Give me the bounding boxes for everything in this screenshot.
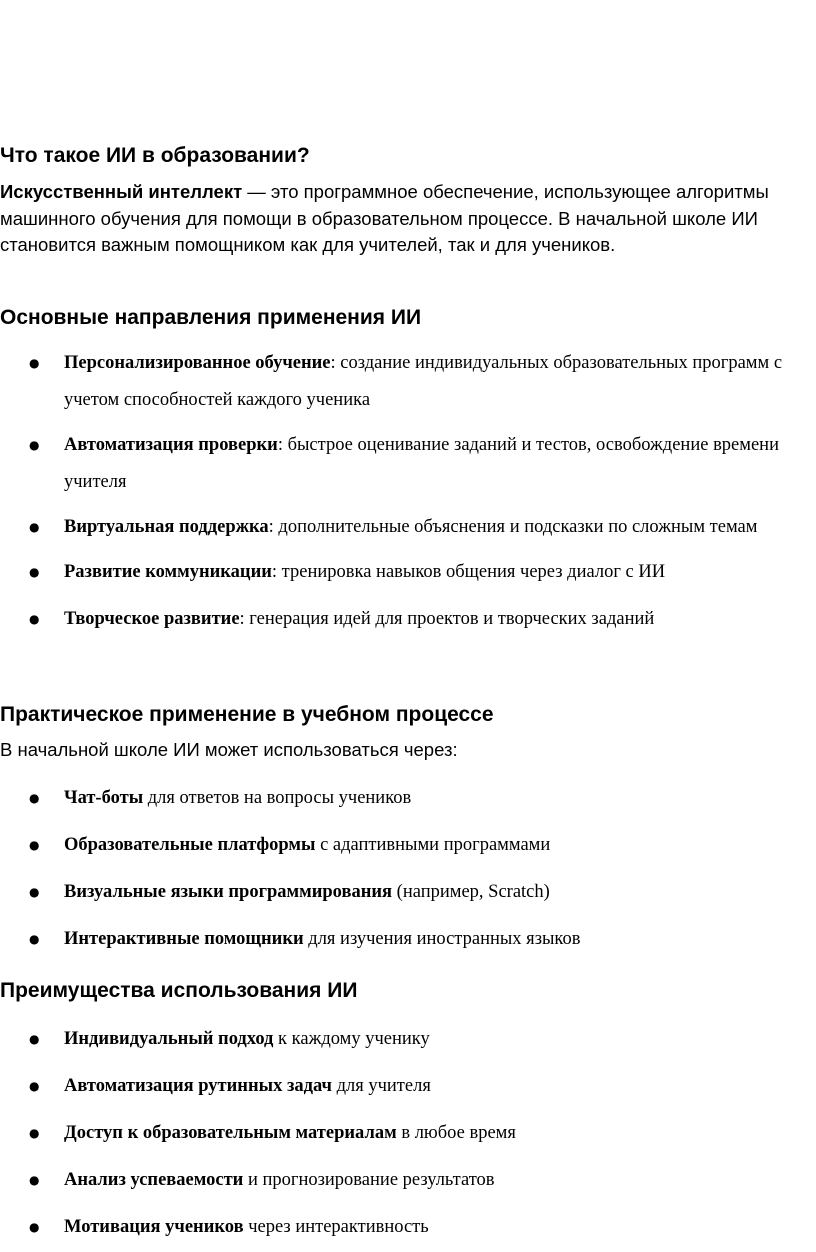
item-text: : дополнительные объяснения и подсказки по сложным темам xyxy=(268,517,758,537)
item-bold: Персонализированное обучение xyxy=(64,353,331,373)
list-item xyxy=(0,509,816,546)
bullet-icon: ● xyxy=(29,1032,40,1046)
item-text: и прогнозирование результатов xyxy=(243,1170,495,1190)
list-item xyxy=(0,601,816,638)
bullet-icon: ● xyxy=(29,791,40,805)
item-text: : генерация идей для проектов и творческих заданий xyxy=(239,609,655,629)
bullet-icon: ● xyxy=(29,612,40,626)
bullet-icon: ● xyxy=(29,1079,40,1093)
intro-bold-term: Искусственный интеллект xyxy=(0,181,243,202)
practical-intro: В начальной школе ИИ может использоваться через: xyxy=(0,739,458,760)
item-text: к каждому ученику xyxy=(273,1029,430,1049)
bullet-icon: ● xyxy=(29,838,40,852)
bullet-icon: ● xyxy=(29,565,40,579)
item-bold: Анализ успеваемости xyxy=(64,1170,244,1190)
bullet-icon: ● xyxy=(29,932,40,946)
item-text: : тренировка навыков общения через диалог с ИИ xyxy=(271,562,666,582)
practical-list xyxy=(0,780,816,958)
list-item xyxy=(0,780,816,817)
item-bold: Автоматизация проверки xyxy=(64,435,278,455)
item-bold: Образовательные платформы xyxy=(64,835,316,855)
item-bold: Интерактивные помощники xyxy=(64,929,304,949)
list-item xyxy=(0,1209,816,1246)
item-bold: Чат-боты xyxy=(64,788,144,808)
list-item xyxy=(0,827,816,864)
item-bold: Доступ к образовательным материалам xyxy=(64,1123,397,1143)
intro-text: — это программное обеспечение, использующее алгоритмы машинного обучения для помощи в образовательном процессе. В начальной школе ИИ становится важным помощником как для учителей, так и для учеников. xyxy=(0,181,769,255)
bullet-icon: ● xyxy=(29,885,40,899)
item-bold: Виртуальная поддержка xyxy=(64,517,269,537)
bullet-icon: ● xyxy=(29,356,40,370)
item-text: для учителя xyxy=(331,1076,431,1096)
item-text: через интерактивность xyxy=(243,1217,429,1237)
heading-practical-use: Практическое применение в учебном процессе xyxy=(0,703,494,726)
advantages-list xyxy=(0,1021,816,1246)
item-bold: Индивидуальный подход xyxy=(64,1029,274,1049)
intro-paragraph xyxy=(0,179,816,259)
bullet-icon: ● xyxy=(29,1173,40,1187)
item-text: в любое время xyxy=(396,1123,516,1143)
item-text: : создание индивидуальных образовательных программ с учетом способностей каждого ученика xyxy=(64,353,783,410)
list-item xyxy=(0,1021,816,1058)
list-item xyxy=(0,345,816,419)
list-item xyxy=(0,427,816,501)
item-text: для изучения иностранных языков xyxy=(303,929,581,949)
bullet-icon: ● xyxy=(29,520,40,534)
directions-list xyxy=(0,345,816,638)
item-bold: Развитие коммуникации xyxy=(64,562,272,582)
list-item xyxy=(0,1115,816,1152)
item-bold: Визуальные языки программирования xyxy=(64,882,393,902)
bullet-icon: ● xyxy=(29,1220,40,1234)
list-item xyxy=(0,1162,816,1199)
list-item xyxy=(0,921,816,958)
item-bold: Творческое развитие xyxy=(64,609,240,629)
bullet-icon: ● xyxy=(29,1126,40,1140)
item-text: для ответов на вопросы учеников xyxy=(143,788,412,808)
item-text: с адаптивными программами xyxy=(315,835,551,855)
list-item xyxy=(0,874,816,911)
heading-main-directions: Основные направления применения ИИ xyxy=(0,306,422,329)
heading-what-is-ai: Что такое ИИ в образовании? xyxy=(0,144,310,167)
item-text: (например, Scratch) xyxy=(392,882,550,902)
item-text: : быстрое оценивание заданий и тестов, освобождение времени учителя xyxy=(64,435,779,492)
heading-advantages: Преимущества использования ИИ xyxy=(0,979,358,1002)
item-bold: Мотивация учеников xyxy=(64,1217,244,1237)
bullet-icon: ● xyxy=(29,438,40,452)
list-item xyxy=(0,1068,816,1105)
item-bold: Автоматизация рутинных задач xyxy=(64,1076,332,1096)
list-item xyxy=(0,554,816,591)
